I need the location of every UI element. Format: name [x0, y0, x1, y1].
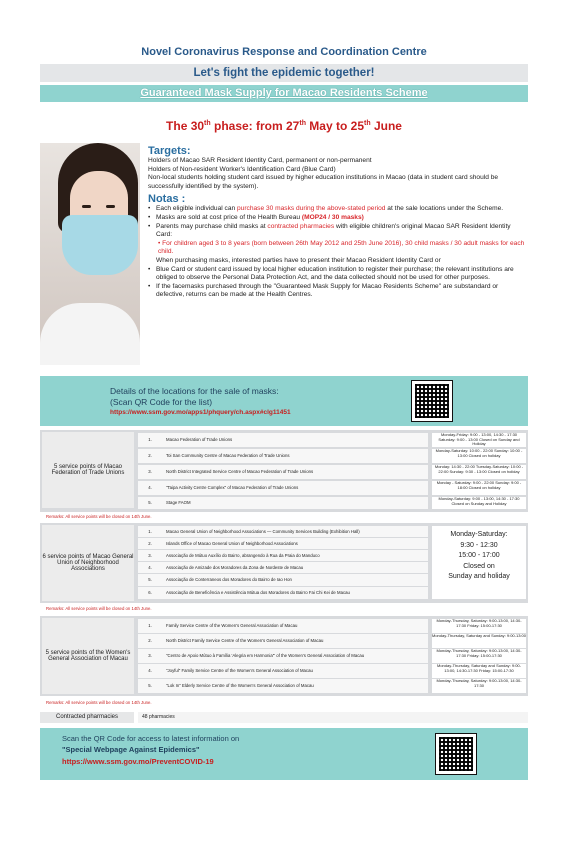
notas-heading: Notas :	[148, 193, 186, 206]
remark-note: Remarks: All service points will be closed on 14th June.	[46, 606, 152, 611]
pharmacies-value: 48 pharmacies	[138, 712, 528, 723]
locations-header	[40, 376, 528, 426]
opening-hours: Monday: 14:30 - 22:00 Tuesday-Saturday: 10:00 - 22:00 Sunday: 9:30 - 13:00 Closed on holiday	[432, 465, 526, 479]
opening-hours: Monday - Saturday: 9:00 - 22:00 Sunday: 9:00 - 18:00 Closed on holiday	[432, 481, 526, 495]
nota-item-tail: When purchasing masks, interested parties have to present their Macao Resident Identity Card or	[156, 256, 441, 264]
target-line: Holders of Macao SAR Resident Identity Card, permanent or non-permanent	[148, 157, 372, 164]
pharmacies-label: Contracted pharmacies	[40, 712, 134, 723]
table-row: 3. Associação de Mútuo Auxílio do Bairro, abrangendo à Rua da Praia do Manduco	[138, 550, 428, 561]
table-row: 5. Stage FAOM	[138, 497, 428, 509]
pharmacies-row	[40, 712, 528, 723]
woman-with-mask-photo	[40, 143, 140, 365]
table-row: 2. North District Family Service Centre of the Women's General Association of Macau	[138, 634, 428, 648]
table-row: 2. Toi San Community Centre of Macao Federation of Trade Unions	[138, 449, 428, 463]
organization-title: Novel Coronavirus Response and Coordination Centre	[141, 46, 427, 58]
table-row: 4. Associação de Amizade dos Moradores da Zona de Nordeste de Macau	[138, 562, 428, 573]
nota-item: • Each eligible individual can purchase 30 masks during the above-stated period at the sale locations under the Scheme.	[148, 205, 528, 214]
table-row: 3. "Centro de Apoio Mútuo à Família 'Alegria em Harmonia'" of the Women's General Association of Macau	[138, 649, 428, 663]
table-row: 1. Family Service Centre of the Women's General Association of Macau	[138, 619, 428, 633]
targets-section	[148, 145, 528, 300]
locations-subtitle: (Scan QR Code for the list)	[110, 397, 213, 407]
table-row: 3. North District Integrated Service Centre of Macao Federation of Trade Unions	[138, 465, 428, 479]
nota-subitem: • For children aged 3 to 8 years (born between 26th May 2012 and 25th June 2016), 30 child masks / 30 adult masks for each child.	[158, 239, 525, 256]
footer-url[interactable]: https://www.ssm.gov.mo/PreventCOVID-19	[62, 757, 214, 766]
opening-hours: Monday-Saturday: 9:00 - 13:00, 14:30 - 17:30 Closed on Sunday and Holiday	[432, 497, 526, 509]
table-row: 6. Associação de Beneficência e Assistência Mútua dos Moradores do Bairro Fai Chi Kei de Macau	[138, 587, 428, 599]
table-row: 5. Associação de Conterraneos dos Moradores do Bairro de Iao Hon	[138, 574, 428, 586]
table-row: 2. Islands Office of Macao General Union of Neighborhood Associations	[138, 538, 428, 549]
opening-hours: Monday-Thursday, Saturday: 9:00-13:00, 14:30-17:30	[432, 679, 526, 693]
section-label: 5 service points of the Women's General Association of Macau	[42, 618, 134, 694]
opening-hours: Monday-Thursday, Saturday and Sunday: 9:00-13:00, 14:30-17:30 Friday: 15:00-17:30	[432, 664, 526, 678]
table-row: 1. Macao General Union of Neighborhood Associations — Community Services Building (Exhibition Hall)	[138, 526, 428, 537]
target-line: Holders of Non-resident Worker's Identification Card (Blue Card)	[148, 165, 336, 173]
footer-line: Scan the QR Code for access to latest information on	[62, 734, 240, 743]
locations-url[interactable]: https://www.ssm.gov.mo/apps1/phquery/ch.aspx#clg11451	[110, 409, 291, 416]
table-row: 5. "Lok In" Elderly Service Centre of the Women's General Association of Macau	[138, 679, 428, 693]
nota-item: • Parents may purchase child masks at contracted pharmacies with eligible children's original Macao SAR Resident Identity Card:	[148, 223, 528, 240]
remark-note: Remarks: All service points will be closed on 14th June.	[46, 700, 152, 705]
phase-title: The 30th phase: from 27th May to 25th June	[166, 119, 402, 133]
targets-heading: Targets:	[148, 145, 191, 157]
opening-hours: Monday-Friday: 9:00 - 13:00, 14:30 - 17:30 Saturday: 9:00 - 13:00 Closed on Sunday and Holiday	[432, 433, 526, 447]
target-line: Non-local students holding student card issued by higher education institutions in Macao (data in student card should be successfully identified by the system).	[148, 174, 499, 190]
section-womens-association	[40, 616, 528, 696]
table-row: 4. "Joyful" Family Service Centre of the Women's General Association of Macau	[138, 664, 428, 678]
nota-item: • If the facemasks purchased through the "Guaranteed Mask Supply for Macao Residents Scheme" are substandard or defective, returns can be made at the Health Centres.	[148, 283, 528, 300]
section-trade-unions	[40, 430, 528, 512]
face-mask-shape	[62, 215, 138, 275]
locations-title: Details of the locations for the sale of masks:	[110, 386, 279, 396]
remark-note: Remarks: All service points will be closed on 14th June.	[46, 514, 152, 519]
opening-hours: Monday-Thursday, Saturday: 9:00-13:00, 14:30-17:30 Friday: 15:00-17:30	[432, 619, 526, 633]
footer-webpage-name: "Special Webpage Against Epidemics"	[62, 745, 200, 754]
opening-hours: Monday-Thursday, Saturday and Sunday: 9:00-13:00	[432, 634, 526, 648]
section-label: 5 service points of Macao Federation of Trade Unions	[42, 432, 134, 508]
section-label: 6 service points of Macao General Union of Neighborhood Associations	[42, 525, 134, 601]
footer-banner	[40, 728, 528, 780]
scheme-banner: Guaranteed Mask Supply for Macao Residents Scheme	[40, 85, 528, 102]
slogan-banner: Let's fight the epidemic together!	[40, 64, 528, 82]
nota-item: • Blue Card or student card issued by local higher education institution to register their purchase; the relevant institutions are obliged to observe the Personal Data Protection Act, and the data collected should not be used for other purposes.	[148, 266, 528, 283]
nota-item: • Masks are sold at cost price of the Health Bureau (MOP24 / 30 masks)	[148, 214, 528, 223]
qr-code-icon[interactable]	[412, 381, 452, 421]
opening-hours-block: Monday-Saturday: 9:30 - 12:30 15:00 - 17:00 Closed on Sunday and holiday	[432, 526, 526, 599]
table-row: 1. Macao Federation of Trade Unions	[138, 433, 428, 447]
opening-hours: Monday-Thursday, Saturday: 9:00-13:00, 14:30-17:30 Friday: 15:00-17:30	[432, 649, 526, 663]
section-neighborhood-associations	[40, 523, 528, 603]
qr-code-icon[interactable]	[436, 734, 476, 774]
table-row: 4. "Taipa Activity Centre Complex" of Macao Federation of Trade Unions	[138, 481, 428, 495]
opening-hours: Monday-Saturday: 10:00 - 22:00 Sunday: 10:00 - 13:00 Closed on holiday	[432, 449, 526, 463]
